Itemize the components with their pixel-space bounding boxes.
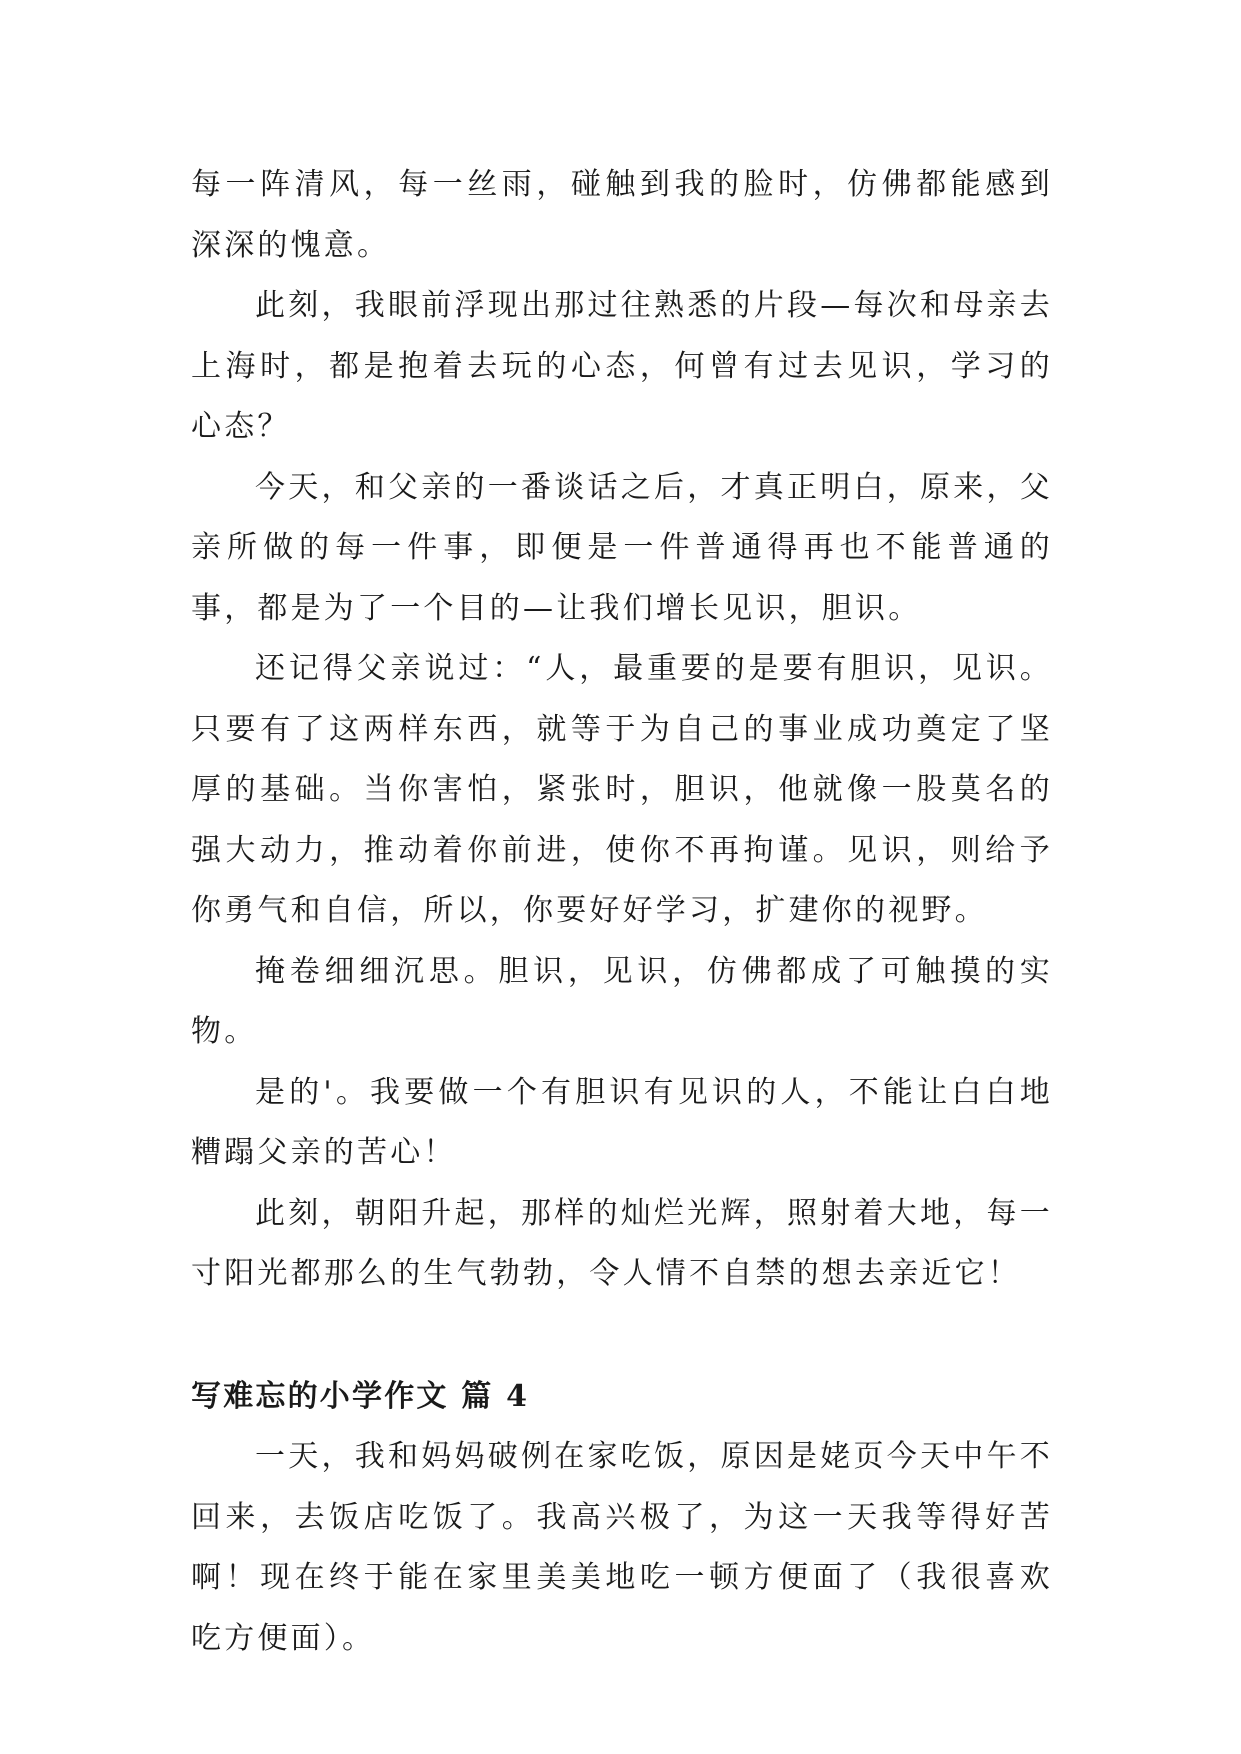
paragraph: 一天，我和妈妈破例在家吃饭，原因是姥页今天中午不回来，去饭店吃饭了。我高兴极了，为这一天我等得好苦啊！现在终于能在家里美美地吃一顿方便面了（我很喜欢吃方便面）。 [191, 1439, 1053, 1656]
paragraph: 还记得父亲说过：“人，最重要的是要有胆识，见识。只要有了这两样东西，就等于为自己的事业成功奠定了坚厚的基础。当你害怕，紧张时，胆识，他就像一股莫名的强大动力，推动着你前进，使你不再拘谨。见识，则给予你勇气和自信，所以，你要好好学习，扩建你的视野。 [191, 651, 1053, 928]
paragraph: 今天，和父亲的一番谈话之后，才真正明白，原来，父亲所做的每一件事，即便是一件普通得再也不能普通的事，都是为了一个目的—让我们增长见识，胆识。 [191, 469, 1053, 626]
paragraph: 此刻，我眼前浮现出那过往熟悉的片段—每次和母亲去上海时，都是抱着去玩的心态，何曾有过去见识，学习的心态？ [191, 288, 1053, 444]
document-page [191, 155, 1053, 1669]
paragraph: 此刻，朝阳升起，那样的灿烂光辉，照射着大地，每一寸阳光都那么的生气勃勃，令人情不自禁的想去亲近它！ [191, 1195, 1053, 1291]
section-heading: 写难忘的小学作文 篇 4 [191, 1378, 530, 1414]
paragraph-continuation: 每一阵清风，每一丝雨，碰触到我的脸时，仿佛都能感到深深的愧意。 [191, 167, 1053, 263]
paragraph: 掩卷细细沉思。胆识，见识，仿佛都成了可触摸的实物。 [191, 953, 1053, 1049]
paragraph: 是的'。我要做一个有胆识有见识的人，不能让白白地糟蹋父亲的苦心！ [191, 1074, 1053, 1170]
